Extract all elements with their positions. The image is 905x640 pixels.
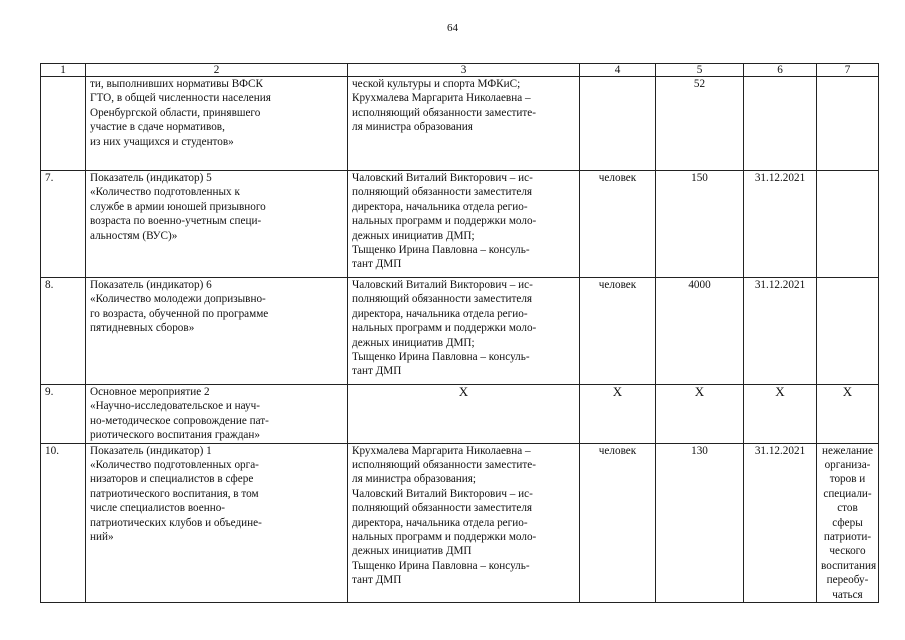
column-header: 3 — [348, 64, 580, 77]
note-cell — [817, 171, 879, 278]
value-cell: 4000 — [656, 278, 744, 385]
unit-cell: человек — [580, 171, 656, 278]
not-applicable-mark: X — [348, 385, 580, 444]
indicator-name: Показатель (индикатор) 1 «Количество подготовленных орга- низаторов и специалистов в сфере патриотического воспитания, в том числе специалистов военно- патриотических клубов и объедине- ний» — [86, 443, 348, 602]
unit-cell: человек — [580, 278, 656, 385]
note-cell — [817, 278, 879, 385]
plan-table — [40, 63, 879, 603]
not-applicable-mark: X — [580, 385, 656, 444]
row-number: 9. — [41, 385, 86, 444]
row-number: 7. — [41, 171, 86, 278]
date-cell — [744, 77, 817, 171]
not-applicable-mark: X — [817, 385, 879, 444]
value-cell: 130 — [656, 443, 744, 602]
responsible-persons: Чаловский Виталий Викторович – ис- полняющий обязанности заместителя директора, начальника отдела регио- нальных программ и поддержки моло- дежных инициатив ДМП; Тыщенко Ирина Павловна – консуль- тант ДМП — [348, 171, 580, 278]
column-header: 4 — [580, 64, 656, 77]
unit-cell — [580, 77, 656, 171]
column-header: 7 — [817, 64, 879, 77]
table-row — [41, 385, 879, 444]
row-number: 8. — [41, 278, 86, 385]
note-cell — [817, 77, 879, 171]
responsible-persons: Крухмалева Маргарита Николаевна – исполняющий обязанности заместите- ля министра образования; Чаловский Виталий Викторович – ис- полняющий обязанности заместителя директора, начальника отдела регио- нальных программ и поддержки моло- дежных инициатив ДМП Тыщенко Ирина Павловна – консуль- тант ДМП — [348, 443, 580, 602]
responsible-persons: ческой культуры и спорта МФКиС; Крухмалева Маргарита Николаевна – исполняющий обязанности заместите- ля министра образования — [348, 77, 580, 171]
indicator-name: Показатель (индикатор) 5 «Количество подготовленных к службе в армии юношей призывного возраста по военно-учетным специ- альностям (ВУС)» — [86, 171, 348, 278]
not-applicable-mark: X — [656, 385, 744, 444]
column-header: 2 — [86, 64, 348, 77]
not-applicable-mark: X — [744, 385, 817, 444]
note-cell: нежелание организа- торов и специали- стов сферы патриоти- ческого воспитания переобу- чаться — [817, 443, 879, 602]
column-header: 6 — [744, 64, 817, 77]
table-row — [41, 171, 879, 278]
unit-cell: человек — [580, 443, 656, 602]
column-header: 5 — [656, 64, 744, 77]
date-cell: 31.12.2021 — [744, 171, 817, 278]
date-cell: 31.12.2021 — [744, 278, 817, 385]
event-name: Основное мероприятие 2 «Научно-исследовательское и науч- но-методическое сопровождение пат- риотического воспитания граждан» — [86, 385, 348, 444]
responsible-persons: Чаловский Виталий Викторович – ис- полняющий обязанности заместителя директора, начальника отдела регио- нальных программ и поддержки моло- дежных инициатив ДМП; Тыщенко Ирина Павловна – консуль- тант ДМП — [348, 278, 580, 385]
row-number — [41, 77, 86, 171]
column-header: 1 — [41, 64, 86, 77]
page-number: 64 — [447, 22, 458, 34]
column-number-row — [41, 64, 879, 77]
date-cell: 31.12.2021 — [744, 443, 817, 602]
value-cell: 52 — [656, 77, 744, 171]
table-row — [41, 77, 879, 171]
indicator-name: ти, выполнивших нормативы ВФСК ГТО, в общей численности населения Оренбургской области, принявшего участие в сдаче нормативов, из них учащихся и студентов» — [86, 77, 348, 171]
row-number: 10. — [41, 443, 86, 602]
table-row — [41, 278, 879, 385]
indicator-name: Показатель (индикатор) 6 «Количество молодежи допризывно- го возраста, обученной по программе пятидневных сборов» — [86, 278, 348, 385]
value-cell: 150 — [656, 171, 744, 278]
table-row — [41, 443, 879, 602]
